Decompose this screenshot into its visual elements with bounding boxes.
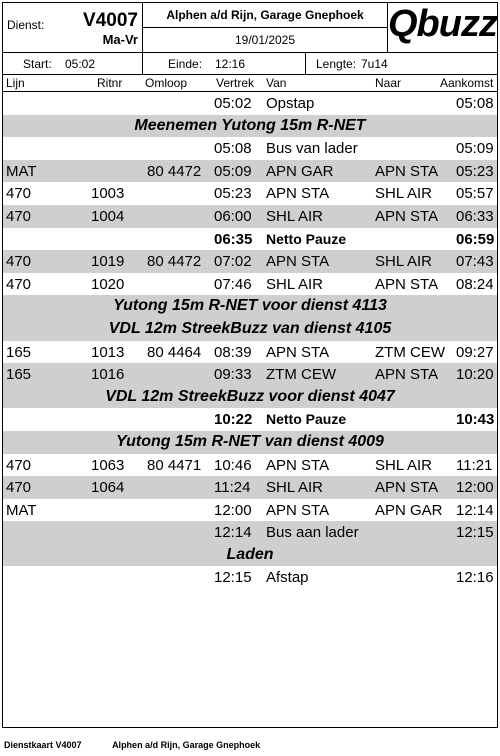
note-row: [3, 386, 497, 409]
cell-ritnr: 1004: [91, 207, 125, 225]
cell-vertrek: 05:09: [214, 162, 252, 180]
cell-ritnr: 1064: [91, 479, 125, 497]
col-naar: Naar: [375, 76, 402, 90]
logo-text: Qbuzz: [388, 3, 497, 45]
lengte-label: Lengte:: [316, 57, 357, 71]
cell-van: APN STA: [266, 253, 330, 271]
cell-van: APN STA: [266, 456, 330, 474]
table-row: [3, 341, 497, 364]
cell-aankomst: 05:08: [456, 95, 494, 112]
pause-row: [3, 408, 497, 431]
header: [3, 3, 497, 53]
pause-start: 10:22: [214, 411, 253, 429]
cell-naar: SHL AIR: [375, 456, 432, 474]
cell-ritnr: 1016: [91, 366, 125, 384]
cell-naar: APN STA: [375, 275, 439, 293]
table-row: [3, 250, 497, 273]
cell-aankomst: 12:00: [456, 479, 494, 497]
cell-naar: SHL AIR: [375, 185, 432, 203]
pause-end: 06:59: [456, 230, 495, 248]
cell-aankomst: 12:16: [456, 569, 494, 587]
lengte-segment: [306, 53, 497, 74]
table-row: [3, 182, 497, 205]
lengte-value: 7u14: [361, 57, 388, 71]
cell-lijn: 470: [6, 479, 32, 497]
pause-start: 06:35: [214, 230, 253, 248]
trip-table: [3, 92, 497, 589]
einde-value: 12:16: [215, 57, 246, 71]
cell-naar: APN STA: [375, 162, 439, 180]
col-ritnr: Ritnr: [97, 76, 123, 90]
note-text: VDL 12m StreekBuzz van dienst 4105: [108, 319, 392, 337]
cell-aankomst: 09:27: [456, 343, 494, 361]
col-van: Van: [266, 76, 287, 90]
einde-label: Einde:: [168, 57, 203, 71]
cell-naar: APN STA: [375, 366, 439, 384]
note-text: Yutong 15m R-NET voor dienst 4113: [113, 297, 387, 315]
cell-vertrek: 07:02: [214, 253, 252, 271]
cell-van: SHL AIR: [266, 207, 323, 225]
cell-naar: APN STA: [375, 479, 439, 497]
cell-van: Afstap: [266, 569, 309, 587]
cell-naar: SHL AIR: [375, 253, 432, 271]
table-row: [3, 92, 497, 115]
cell-vertrek: 12:15: [214, 569, 252, 587]
cell-van: APN STA: [266, 501, 330, 519]
cell-aankomst: 10:20: [456, 366, 494, 384]
pause-label: Netto Pauze: [266, 411, 347, 428]
cell-van: APN GAR: [266, 162, 334, 180]
date-text: 19/01/2025: [234, 33, 296, 47]
cell-van: SHL AIR: [266, 275, 323, 293]
cell-omloop: 80 4464: [147, 343, 202, 361]
cell-aankomst: 06:33: [456, 207, 494, 225]
cell-aankomst: 05:09: [456, 140, 494, 158]
cell-van: APN STA: [266, 185, 330, 203]
pause-end: 10:43: [456, 411, 495, 429]
table-row: [3, 566, 497, 589]
dienst-days: Ma-Vr: [102, 32, 138, 47]
table-row: [3, 205, 497, 228]
cell-van: ZTM CEW: [266, 366, 336, 384]
cell-vertrek: 08:39: [214, 343, 252, 361]
table-row: [3, 521, 497, 544]
cell-vertrek: 11:24: [214, 479, 251, 497]
cell-lijn: 470: [6, 456, 32, 474]
cell-omloop: 80 4472: [147, 253, 202, 271]
cell-aankomst: 12:14: [456, 501, 494, 519]
cell-omloop: 80 4471: [147, 456, 202, 474]
dienst-code: V4007: [83, 10, 138, 31]
col-aankomst: Aankomst: [440, 76, 494, 90]
date-cell: [143, 28, 388, 53]
start-value: 05:02: [65, 57, 96, 71]
cell-omloop: 80 4472: [147, 162, 202, 180]
cell-ritnr: 1013: [91, 343, 125, 361]
einde-segment: [143, 53, 306, 74]
dienst-cell: [3, 3, 143, 53]
cell-lijn: MAT: [6, 162, 37, 180]
column-headers: [3, 75, 497, 92]
cell-aankomst: 05:57: [456, 185, 494, 203]
note-text: VDL 12m StreekBuzz voor dienst 4047: [105, 387, 395, 405]
table-row: [3, 137, 497, 160]
cell-ritnr: 1019: [91, 253, 125, 271]
cell-vertrek: 09:33: [214, 366, 252, 384]
col-lijn: Lijn: [6, 76, 25, 90]
cell-vertrek: 12:00: [214, 501, 252, 519]
table-row: [3, 476, 497, 499]
table-row: [3, 273, 497, 296]
footer-left: Dienstkaart V4007: [4, 740, 82, 750]
cell-vertrek: 05:02: [214, 95, 252, 112]
note-row: [3, 431, 497, 454]
cell-naar: ZTM CEW: [375, 343, 445, 361]
cell-lijn: 165: [6, 343, 32, 361]
duty-times: [3, 53, 497, 75]
table-row: [3, 363, 497, 386]
cell-vertrek: 06:00: [214, 207, 252, 225]
pause-row: [3, 228, 497, 251]
cell-lijn: 470: [6, 275, 32, 293]
cell-lijn: MAT: [6, 501, 37, 519]
cell-lijn: 470: [6, 207, 32, 225]
footer: [4, 740, 260, 750]
start-segment: [3, 53, 143, 74]
footer-right: Alphen a/d Rijn, Garage Gnephoek: [112, 740, 261, 750]
start-label: Start:: [23, 57, 52, 71]
cell-aankomst: 11:21: [456, 456, 493, 474]
note-row: [3, 544, 497, 567]
cell-naar: APN GAR: [375, 501, 443, 519]
cell-van: Opstap: [266, 95, 315, 112]
cell-naar: APN STA: [375, 207, 439, 225]
cell-ritnr: 1003: [91, 185, 125, 203]
cell-aankomst: 05:23: [456, 162, 494, 180]
note-text: Meenemen Yutong 15m R-NET: [134, 116, 366, 134]
col-vertrek: Vertrek: [216, 76, 255, 90]
duty-card: [2, 2, 498, 728]
cell-van: SHL AIR: [266, 479, 323, 497]
note-row: [3, 318, 497, 341]
location-cell: [143, 3, 388, 28]
table-row: [3, 499, 497, 522]
cell-aankomst: 08:24: [456, 275, 494, 293]
note-row: [3, 115, 497, 138]
cell-vertrek: 07:46: [214, 275, 252, 293]
location-text: Alphen a/d Rijn, Garage Gnephoek: [166, 8, 364, 22]
pause-label: Netto Pauze: [266, 230, 347, 247]
cell-vertrek: 05:23: [214, 185, 252, 203]
cell-vertrek: 12:14: [214, 524, 252, 542]
cell-van: Bus aan lader: [266, 524, 359, 542]
cell-vertrek: 10:46: [214, 456, 252, 474]
qbuzz-logo: [388, 3, 497, 53]
col-omloop: Omloop: [145, 76, 188, 90]
cell-lijn: 470: [6, 185, 32, 203]
cell-van: APN STA: [266, 343, 330, 361]
dienst-label: Dienst:: [7, 18, 45, 32]
note-text: Laden: [226, 545, 274, 563]
cell-vertrek: 05:08: [214, 140, 252, 158]
cell-ritnr: 1020: [91, 275, 125, 293]
table-row: [3, 160, 497, 183]
cell-aankomst: 12:15: [456, 524, 494, 542]
cell-lijn: 165: [6, 366, 32, 384]
cell-van: Bus van lader: [266, 140, 358, 158]
cell-ritnr: 1063: [91, 456, 125, 474]
cell-lijn: 470: [6, 253, 32, 271]
cell-aankomst: 07:43: [456, 253, 494, 271]
note-text: Yutong 15m R-NET van dienst 4009: [116, 432, 384, 450]
note-row: [3, 295, 497, 318]
table-row: [3, 454, 497, 477]
